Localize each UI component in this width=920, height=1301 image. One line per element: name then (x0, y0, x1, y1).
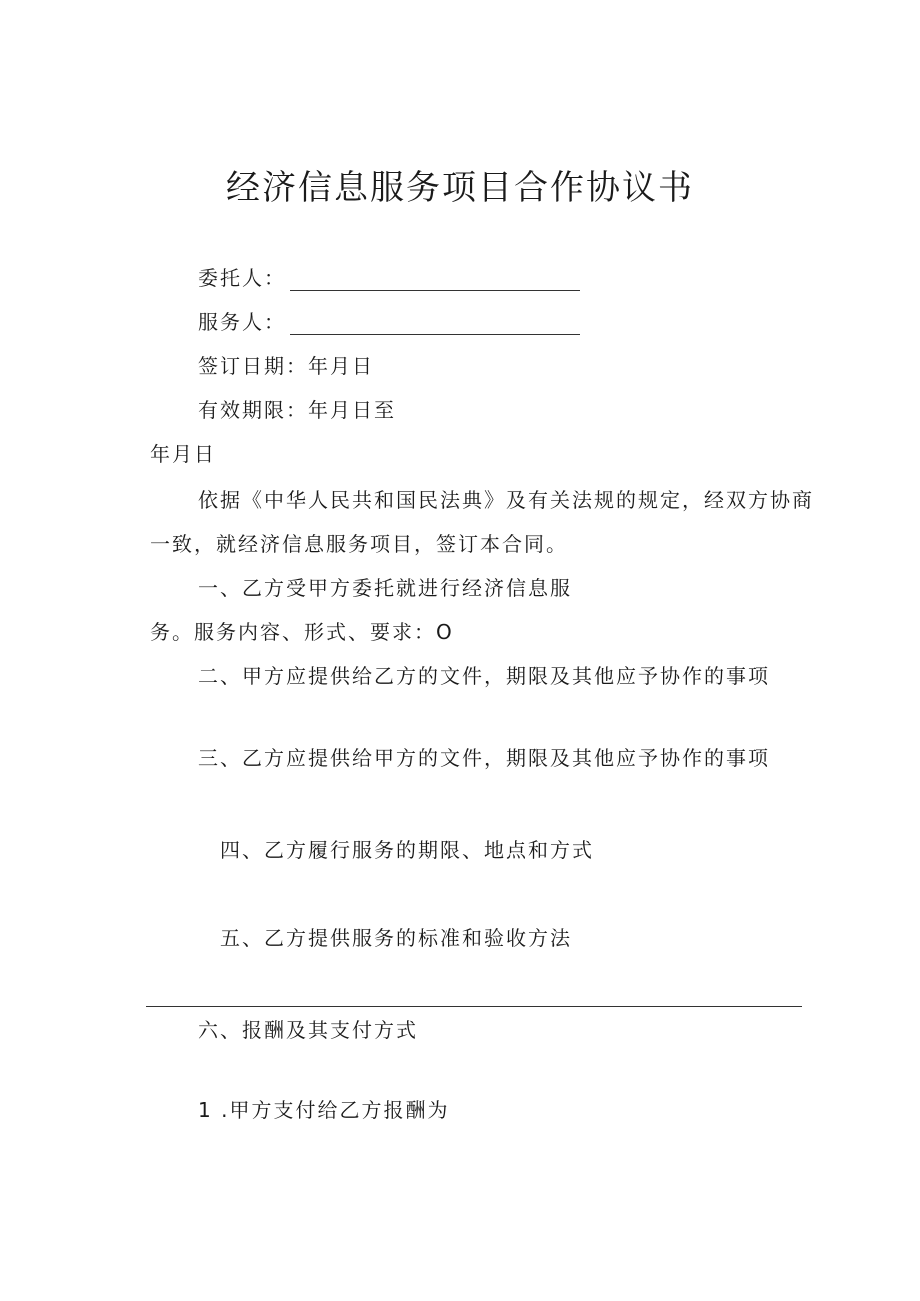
clause-3: 三、乙方应提供给甲方的文件，期限及其他应予协作的事项 (198, 746, 770, 770)
client-blank (290, 270, 580, 291)
preamble-line-2: 一致，就经济信息服务项目，签订本合同。 (150, 532, 568, 556)
clause-4: 四、乙方履行服务的期限、地点和方式 (220, 838, 594, 862)
signing-date: 签订日期：年月日 (198, 354, 374, 378)
clause-6-item-1: 1 .甲方支付给乙方报酬为 (198, 1098, 450, 1122)
clause-5: 五、乙方提供服务的标准和验收方法 (220, 926, 572, 950)
document-title: 经济信息服务项目合作协议书 (226, 168, 694, 208)
horizontal-rule (146, 1006, 802, 1007)
client-label: 委托人： (198, 266, 286, 290)
validity-period: 有效期限：年月日至 (198, 398, 396, 422)
provider-blank (290, 314, 580, 335)
clause-2: 二、甲方应提供给乙方的文件，期限及其他应予协作的事项 (198, 664, 770, 688)
provider-line (198, 306, 580, 335)
clause-1-line-1: 一、乙方受甲方委托就进行经济信息服 (198, 576, 572, 600)
client-line (198, 262, 580, 291)
clause-6: 六、报酬及其支付方式 (198, 1018, 418, 1042)
preamble-line-1: 依据《中华人民共和国民法典》及有关法规的规定，经双方协商 (198, 488, 814, 512)
validity-end: 年月日 (150, 442, 216, 466)
clause-1-line-2: 务。服务内容、形式、要求：O (150, 620, 454, 644)
provider-label: 服务人： (198, 310, 286, 334)
